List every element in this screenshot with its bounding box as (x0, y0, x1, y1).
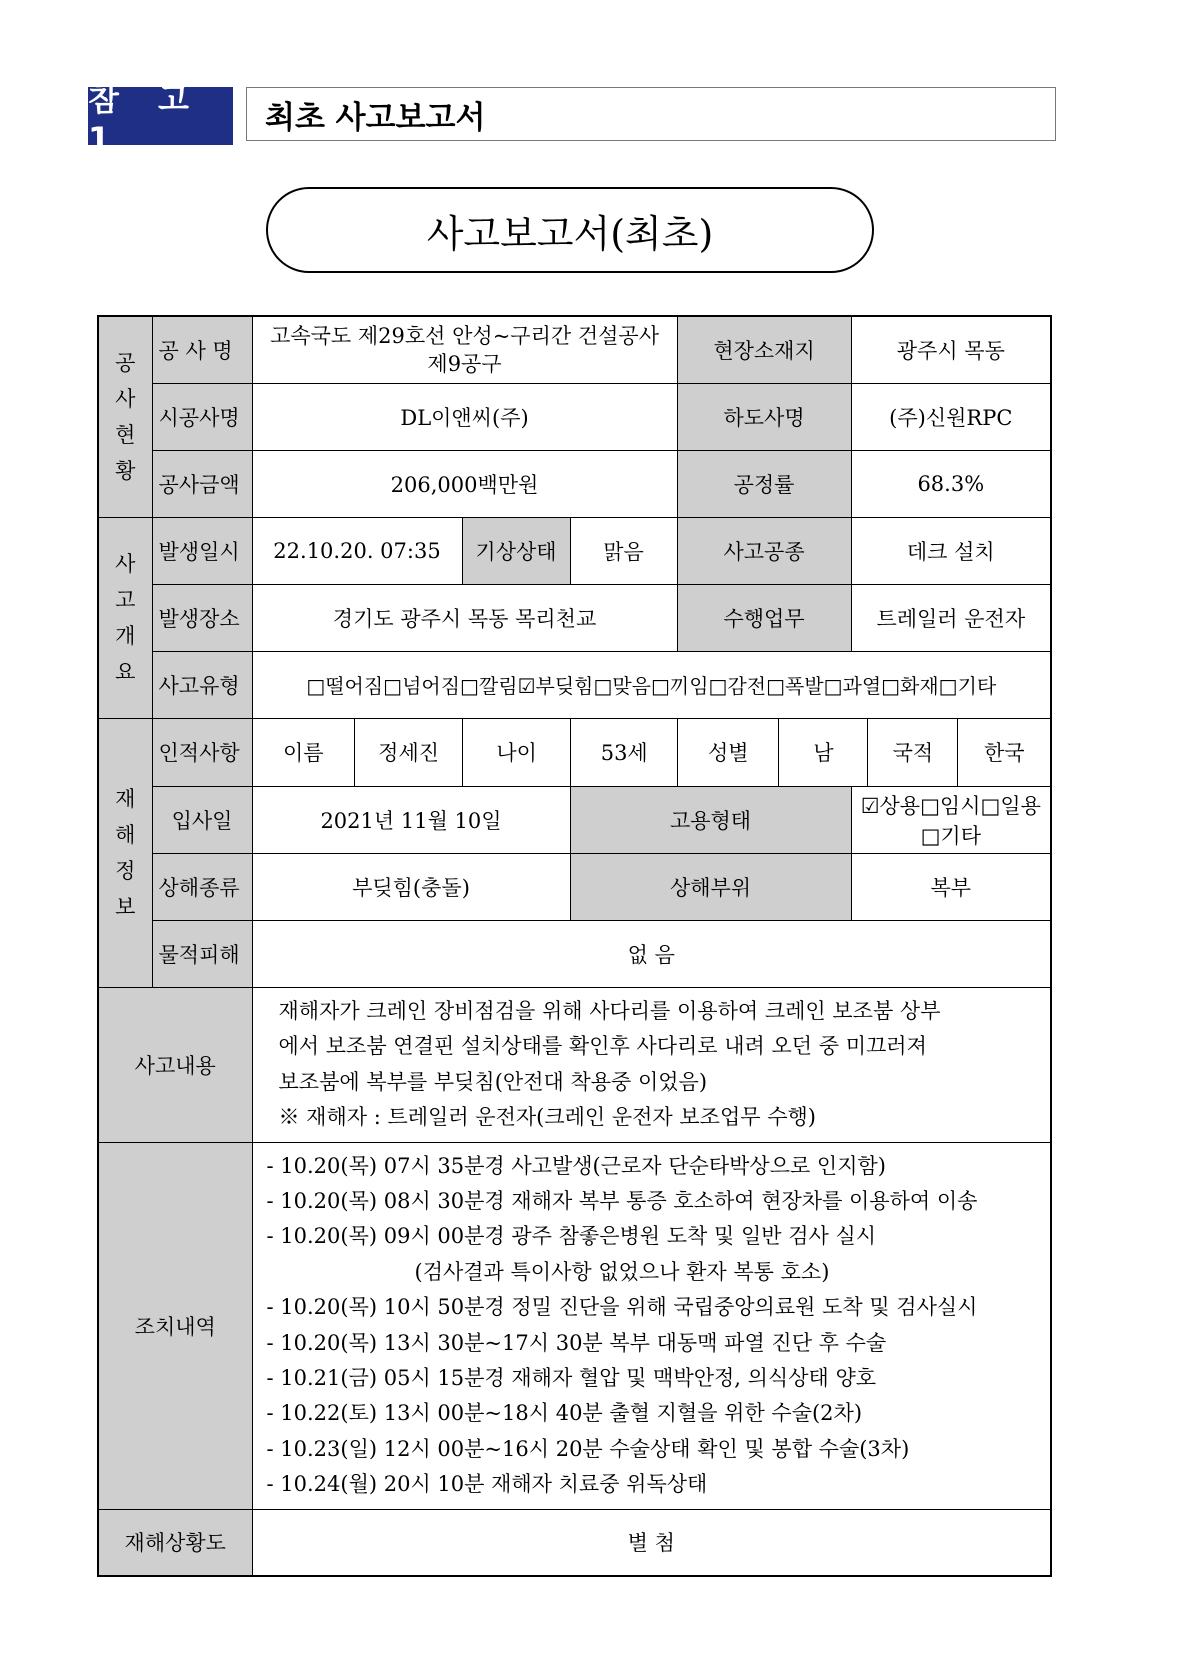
construction-section-label (98, 316, 152, 517)
hire-date-value: 2021년 11월 10일 (252, 786, 570, 853)
contractor-label: 시공사명 (152, 383, 252, 450)
date-label: 발생일시 (152, 517, 252, 584)
action-line: - 10.22(토) 13시 00분~18시 40분 출혈 지혈을 위한 수술(2차) (266, 1401, 863, 1426)
victim-sex-value: 남 (779, 719, 868, 786)
action-line: - 10.21(금) 05시 15분경 재해자 혈압 및 맥박안정, 의식상태 양호 (266, 1365, 877, 1390)
action-line: - 10.20(목) 07시 35분경 사고발생(근로자 단순타박상으로 인지함) (266, 1153, 886, 1178)
section-char: 보 (115, 894, 136, 919)
injury-type-value: 부딪힘(충돌) (252, 853, 570, 920)
section-char: 공 (115, 350, 136, 375)
work-type-value: 데크 설치 (851, 517, 1051, 584)
actions-list (252, 1142, 1051, 1509)
content-line: 에서 보조붐 연결핀 설치상태를 확인후 사다리로 내려 오던 중 미끄러져 (278, 1034, 927, 1058)
task-value: 트레일러 운전자 (851, 584, 1051, 651)
section-char: 사 (115, 551, 136, 576)
report-header (88, 80, 1058, 158)
reference-tag: 참 고 1 (88, 87, 233, 145)
subcontractor-value: (주)신원RPC (851, 383, 1051, 450)
header-title: 최초 사고보고서 (246, 87, 1056, 141)
section-char: 해 (115, 822, 136, 847)
amount-label: 공사금액 (152, 450, 252, 517)
section-char: 현 (115, 422, 136, 447)
progress-label: 공정률 (677, 450, 851, 517)
action-line: - 10.20(목) 10시 50분경 정밀 진단을 위해 국립중앙의료원 도착 및 검사실시 (266, 1295, 978, 1320)
accident-content-label: 사고내용 (98, 987, 252, 1142)
injury-part-value: 복부 (851, 853, 1051, 920)
subcontractor-label: 하도사명 (677, 383, 851, 450)
action-line: - 10.20(목) 08시 30분경 재해자 복부 통증 호소하여 현장차를 이용하여 이송 (266, 1188, 978, 1213)
action-line: (검사결과 특이사항 없었으나 환자 복통 호소) (414, 1259, 830, 1284)
action-line: - 10.20(목) 13시 30분~17시 30분 복부 대동맥 파열 진단 후 수술 (266, 1330, 887, 1355)
place-value: 경기도 광주시 목동 목리천교 (252, 584, 677, 651)
victim-name-label: 이름 (253, 719, 355, 786)
personal-info-label: 인적사항 (152, 718, 252, 786)
victim-sex-label: 성별 (678, 719, 779, 786)
amount-value: 206,000백만원 (252, 450, 677, 517)
accident-section-label (98, 517, 152, 718)
contractor-value: DL이앤씨(주) (252, 383, 677, 450)
employment-type-label: 고용형태 (570, 786, 851, 853)
employment-type-value: ☑상용□임시□일용□기타 (851, 786, 1051, 853)
weather-value: 맑음 (570, 517, 677, 584)
progress-value: 68.3% (851, 450, 1051, 517)
victim-nationality-value: 한국 (983, 741, 1025, 765)
section-char: 황 (115, 458, 136, 483)
accident-content-text (252, 987, 1051, 1142)
content-line: 재해자가 크레인 장비점검을 위해 사다리를 이용하여 크레인 보조붐 상부 (278, 998, 941, 1023)
section-char: 개 (115, 623, 136, 648)
diagram-value: 별 첨 (252, 1509, 1051, 1576)
section-char: 재 (115, 786, 136, 811)
section-char: 사 (115, 386, 136, 411)
content-line: 보조붐에 복부를 부딪침(안전대 착용중 이었음) (278, 1069, 708, 1094)
victim-age-label: 나이 (463, 719, 571, 786)
actions-label: 조치내역 (98, 1142, 252, 1509)
task-label: 수행업무 (677, 584, 851, 651)
property-damage-value: 없 음 (252, 920, 1051, 987)
site-location-label: 현장소재지 (677, 316, 851, 383)
section-char: 고 (115, 587, 136, 612)
work-type-label: 사고공종 (677, 517, 851, 584)
property-damage-label: 물적피해 (152, 920, 252, 987)
section-char: 정 (115, 858, 136, 883)
section-char: 요 (115, 659, 136, 684)
injury-type-label: 상해종류 (152, 853, 252, 920)
injury-part-label: 상해부위 (570, 853, 851, 920)
victim-section-label (98, 718, 152, 987)
personal-info-row (252, 718, 1051, 786)
project-name-value (252, 316, 677, 383)
action-line: - 10.23(일) 12시 00분~16시 20분 수술상태 확인 및 봉합 수술(3차) (266, 1436, 910, 1461)
action-line: - 10.20(목) 09시 00분경 광주 참좋은병원 도착 및 일반 검사 실시 (266, 1224, 877, 1249)
accident-report-table (97, 315, 1052, 1577)
document-title: 사고보고서(최초) (266, 187, 874, 273)
content-line: ※ 재해자 : 트레일러 운전자(크레인 운전자 보조업무 수행) (278, 1105, 816, 1129)
project-name-label: 공 사 명 (152, 316, 252, 383)
victim-age-value: 53세 (571, 719, 678, 786)
diagram-label: 재해상황도 (98, 1509, 252, 1576)
weather-label: 기상상태 (462, 517, 570, 584)
accident-type-checkboxes: □떨어짐□넘어짐□깔림☑부딪힘□맞음□끼임□감전□폭발□과열□화재□기타 (252, 651, 1051, 718)
victim-nationality-label: 국적 (868, 719, 958, 786)
victim-name-value: 정세진 (355, 719, 463, 786)
place-label: 발생장소 (152, 584, 252, 651)
site-location-value: 광주시 목동 (851, 316, 1051, 383)
action-line: - 10.24(월) 20시 10분 재해자 치료중 위독상태 (266, 1472, 708, 1497)
project-name-line: 제9공구 (427, 351, 502, 376)
accident-type-label: 사고유형 (152, 651, 252, 718)
hire-date-label: 입사일 (152, 786, 252, 853)
project-name-line: 고속국도 제29호선 안성~구리간 건설공사 (270, 323, 659, 348)
date-value: 22.10.20. 07:35 (252, 517, 462, 584)
